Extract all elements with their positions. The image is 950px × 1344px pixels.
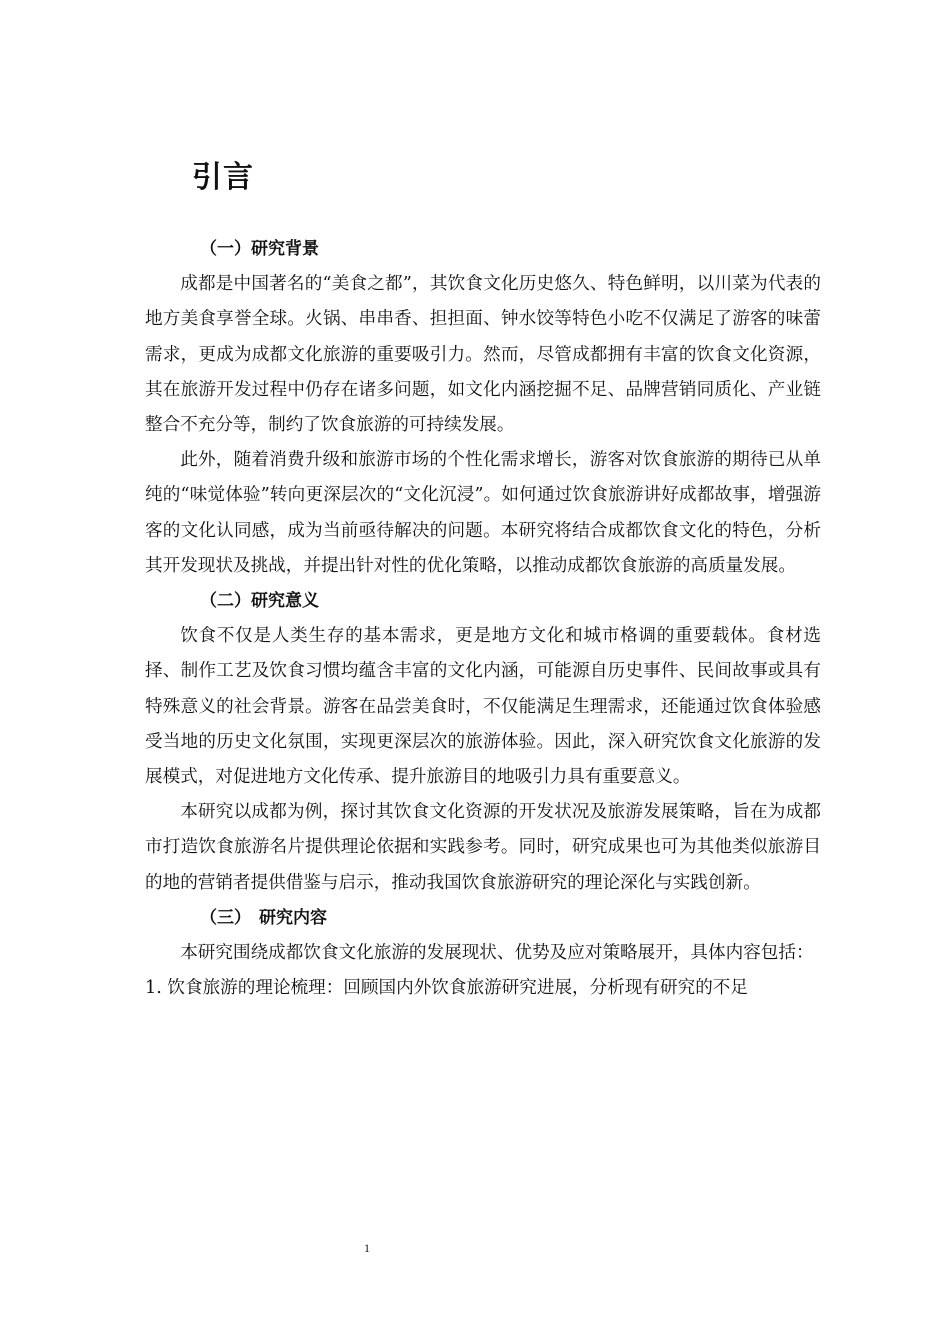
section-heading-content — [145, 901, 821, 936]
section-heading-label: 研究内容 — [259, 907, 327, 928]
list-item: 1. 饮食旅游的理论梳理：回顾国内外饮食旅游研究进展，分析现有研究的不足 — [145, 978, 748, 999]
page-number: 1 — [364, 1241, 370, 1255]
section-heading-number: （三） — [200, 907, 251, 928]
page-title: 引言 — [192, 160, 254, 195]
section-heading-significance: （二）研究意义 — [200, 591, 319, 612]
document-body — [145, 232, 821, 1006]
paragraph: 成都是中国著名的“美食之都”，其饮食文化历史悠久、特色鲜明，以川菜为代表的地方美食享誉全球。火锅、串串香、担担面、钟水饺等特色小吃不仅满足了游客的味蕾需求，更成为成都文化旅游的重要吸引力。然而，尽管成都拥有丰富的饮食文化资源，其在旅游开发过程中仍存在诸多问题，如文化内涵挖掘不足、品牌营销同质化、产业链整合不充分等，制约了饮食旅游的可持续发展。 — [145, 274, 821, 436]
paragraph: 本研究以成都为例，探讨其饮食文化资源的开发状况及旅游发展策略，旨在为成都市打造饮食旅游名片提供理论依据和实践参考。同时，研究成果也可为其他类似旅游目的地的营销者提供借鉴与启示，推动我国饮食旅游研究的理论深化与实践创新。 — [145, 802, 821, 893]
paragraph: 饮食不仅是人类生存的基本需求，更是地方文化和城市格调的重要载体。食材选择、制作工艺及饮食习惯均蕴含丰富的文化内涵，可能源自历史事件、民间故事或具有特殊意义的社会背景。游客在品尝美食时，不仅能满足生理需求，还能通过饮食体验感受当地的历史文化氛围，实现更深层次的旅游体验。因此，深入研究饮食文化旅游的发展模式，对促进地方文化传承、提升旅游目的地吸引力具有重要意义。 — [145, 626, 821, 788]
paragraph: 本研究围绕成都饮食文化旅游的发展现状、优势及应对策略展开，具体内容包括： — [180, 943, 814, 964]
paragraph: 此外，随着消费升级和旅游市场的个性化需求增长，游客对饮食旅游的期待已从单纯的“味觉体验”转向更深层次的“文化沉浸”。如何通过饮食旅游讲好成都故事，增强游客的文化认同感，成为当前亟待解决的问题。本研究将结合成都饮食文化的特色，分析其开发现状及挑战，并提出针对性的优化策略，以推动成都饮食旅游的高质量发展。 — [145, 450, 821, 576]
section-heading-background: （一）研究背景 — [200, 239, 319, 259]
